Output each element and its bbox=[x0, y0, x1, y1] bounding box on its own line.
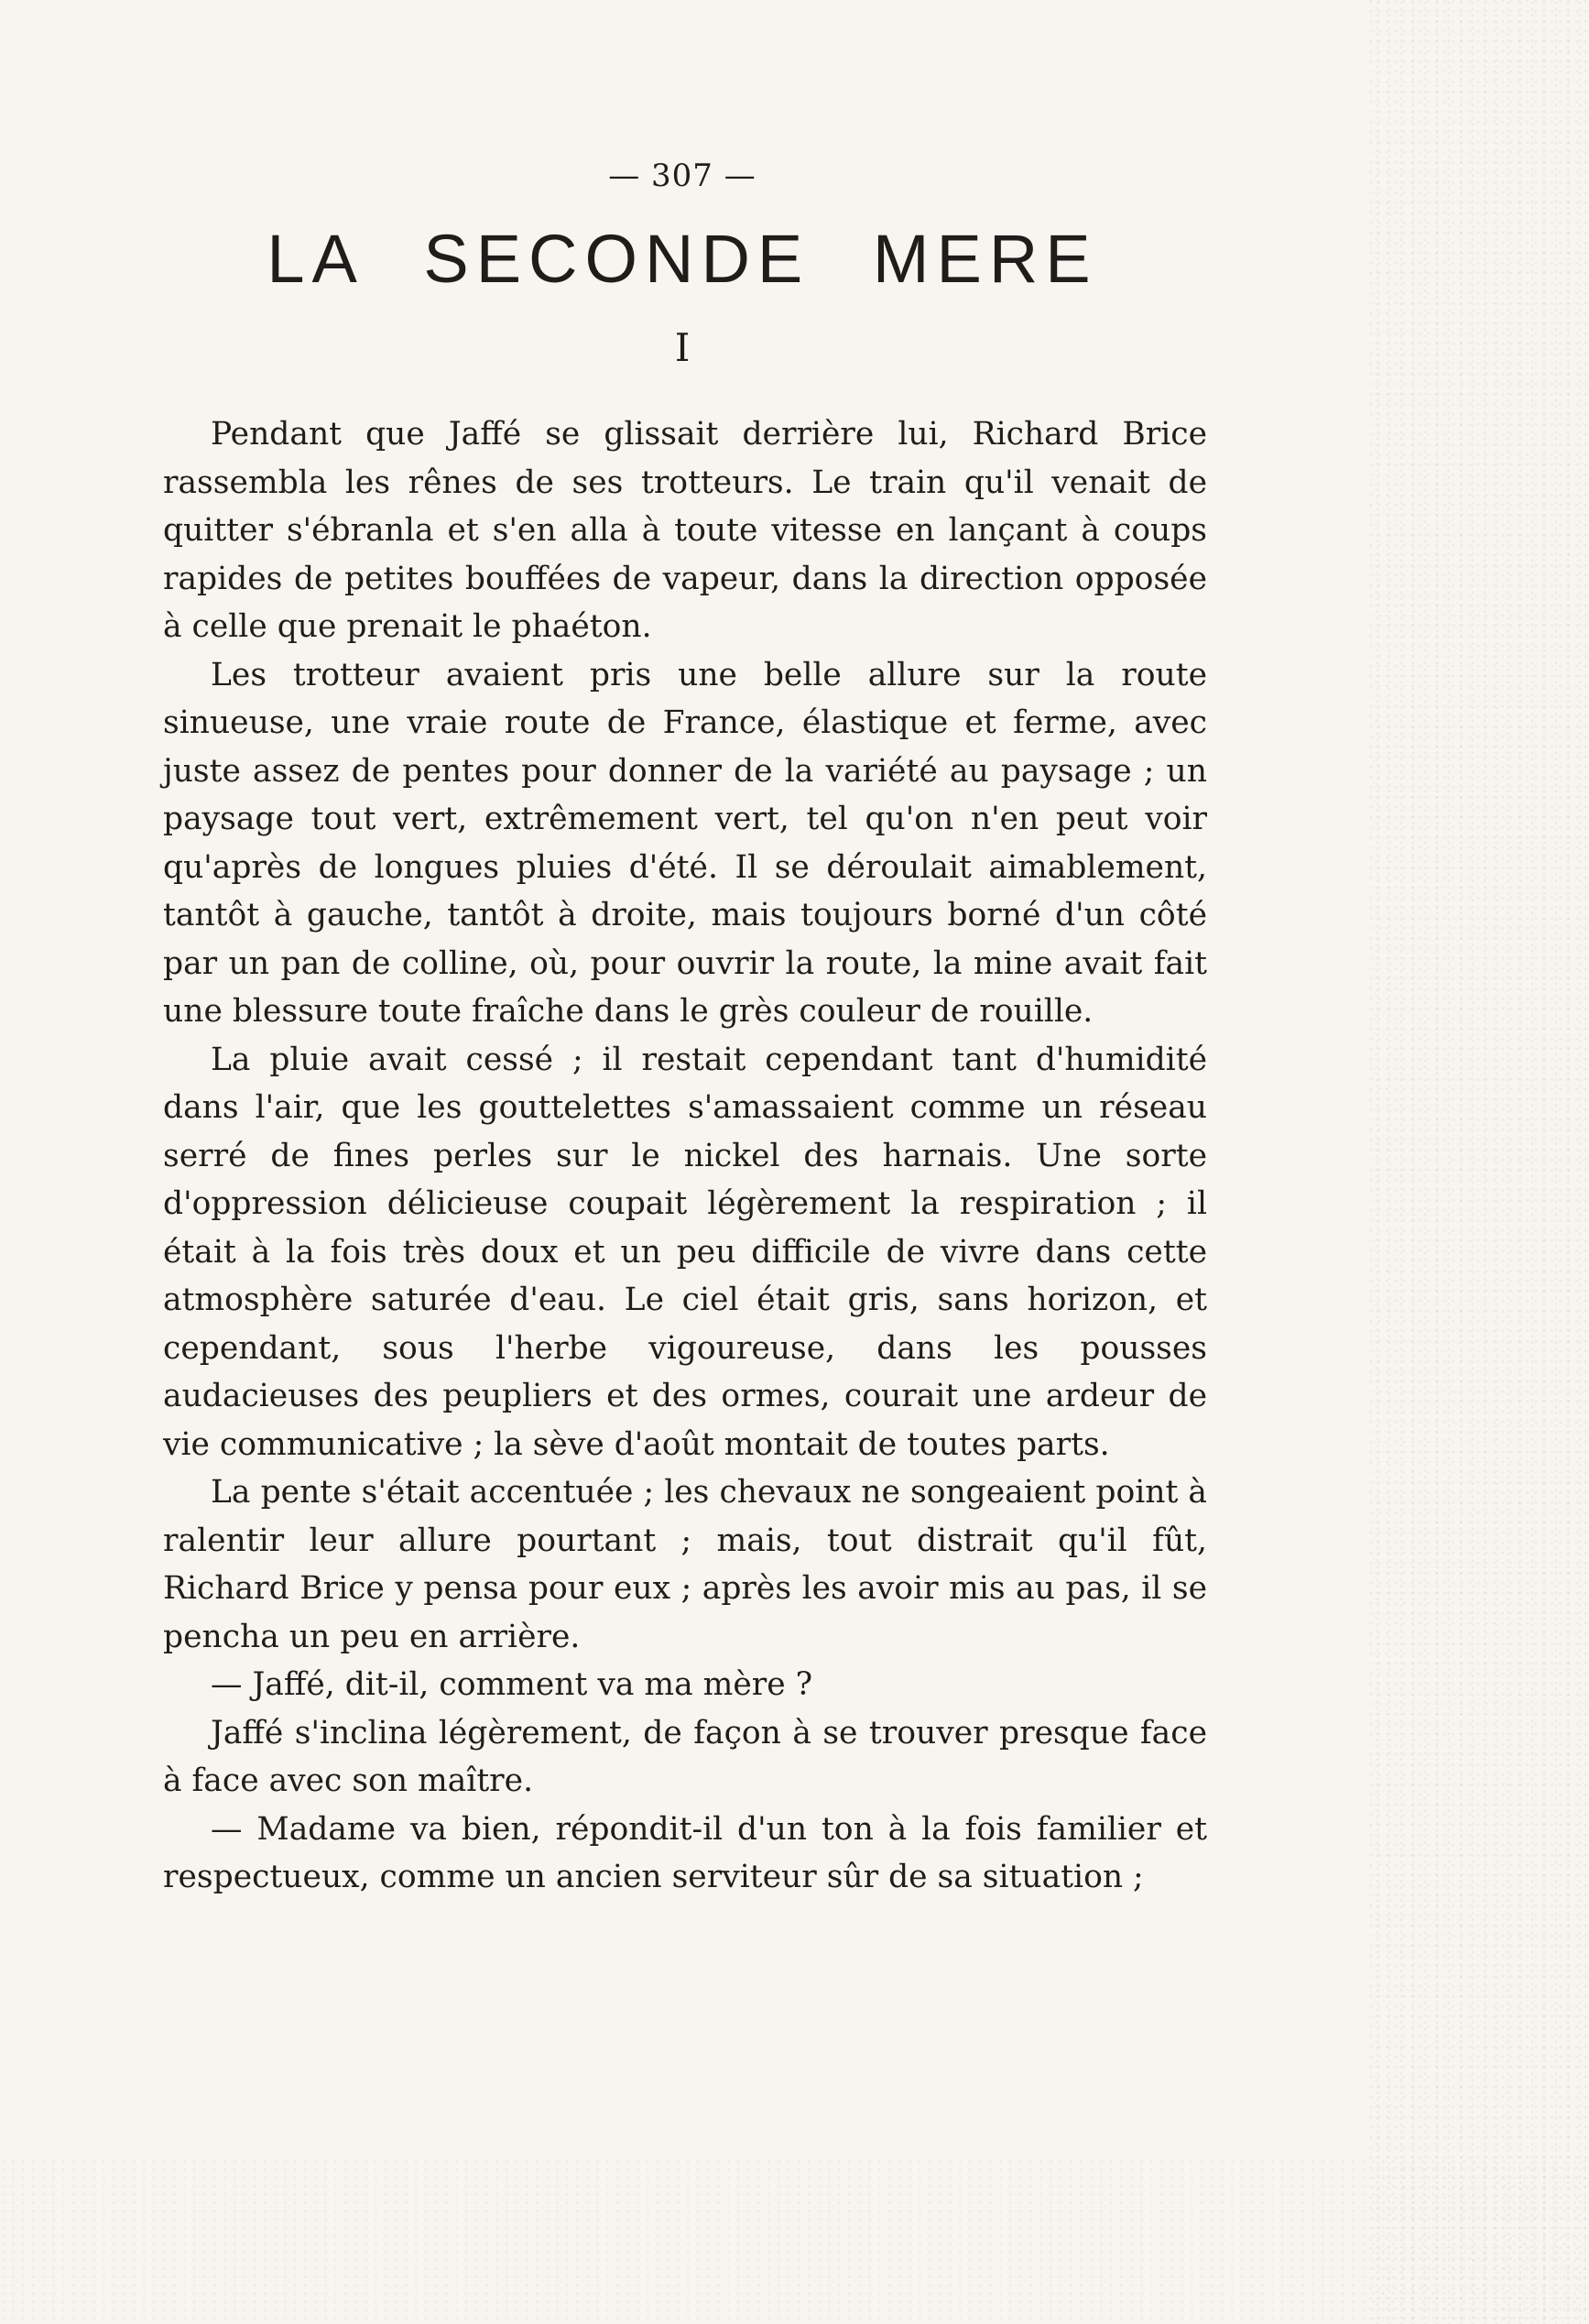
paragraph-5: Jaffé s'inclina légèrement, de façon à se trouver presque face à face avec son maître. bbox=[163, 1714, 1207, 1799]
page-bottom-speckle bbox=[0, 2159, 1589, 2324]
dialogue-2: — Madame va bien, répondit-il d'un ton à la fois familier et respectueux, comme un ancien serviteur sûr de sa situation ; bbox=[163, 1810, 1207, 1895]
page-edge-speckle bbox=[1369, 0, 1589, 2324]
section-number: I bbox=[674, 325, 691, 370]
chapter-title: LA SECONDE MERE bbox=[267, 221, 1098, 297]
paragraph-4: La pente s'était accentuée ; les chevaux ne songeaient point à ralentir leur allure pourtant ; mais, tout distrait qu'il fût, Richard Brice y pensa pour eux ; après les avoir mis au pas, il se pencha un peu en arrière. bbox=[163, 1474, 1207, 1655]
page-number: — 307 — bbox=[608, 158, 756, 194]
dialogue-1: — Jaffé, dit-il, comment va ma mère ? bbox=[211, 1666, 813, 1703]
paragraph-2: Les trotteur avaient pris une belle allure sur la route sinueuse, une vraie route de France, élastique et ferme, avec juste assez de pentes pour donner de la variété au paysage ; un paysage tout vert, extrêmement vert, tel qu'on n'en peut voir qu'après de longues pluies d'été. Il se déroulait aimablement, tantôt à gauche, tantôt à droite, mais toujours borné d'un côté par un pan de colline, où, pour ouvrir la route, la mine avait fait une blessure toute fraîche dans le grès couleur de rouille. bbox=[163, 656, 1207, 1030]
body-text bbox=[163, 410, 1207, 1902]
paragraph-1: Pendant que Jaffé se glissait derrière lui, Richard Brice rassembla les rênes de ses trotteurs. Le train qu'il venait de quitter s'ébranla et s'en alla à toute vitesse en lançant à coups rapides de petites bouffées de vapeur, dans la direction opposée à celle que prenait le phaéton. bbox=[163, 416, 1207, 645]
paragraph-3: La pluie avait cessé ; il restait cependant tant d'humidité dans l'air, que les gouttelettes s'amassaient comme un réseau serré de fines perles sur le nickel des harnais. Une sorte d'oppression délicieuse coupait légèrement la respiration ; il était à la fois très doux et un peu difficile de vivre dans cette atmosphère saturée d'eau. Le ciel était gris, sans horizon, et cependant, sous l'herbe vigoureuse, dans les pousses audacieuses des peupliers et des ormes, courait une ardeur de vie communicative ; la sève d'août montait de toutes parts. bbox=[163, 1041, 1207, 1463]
